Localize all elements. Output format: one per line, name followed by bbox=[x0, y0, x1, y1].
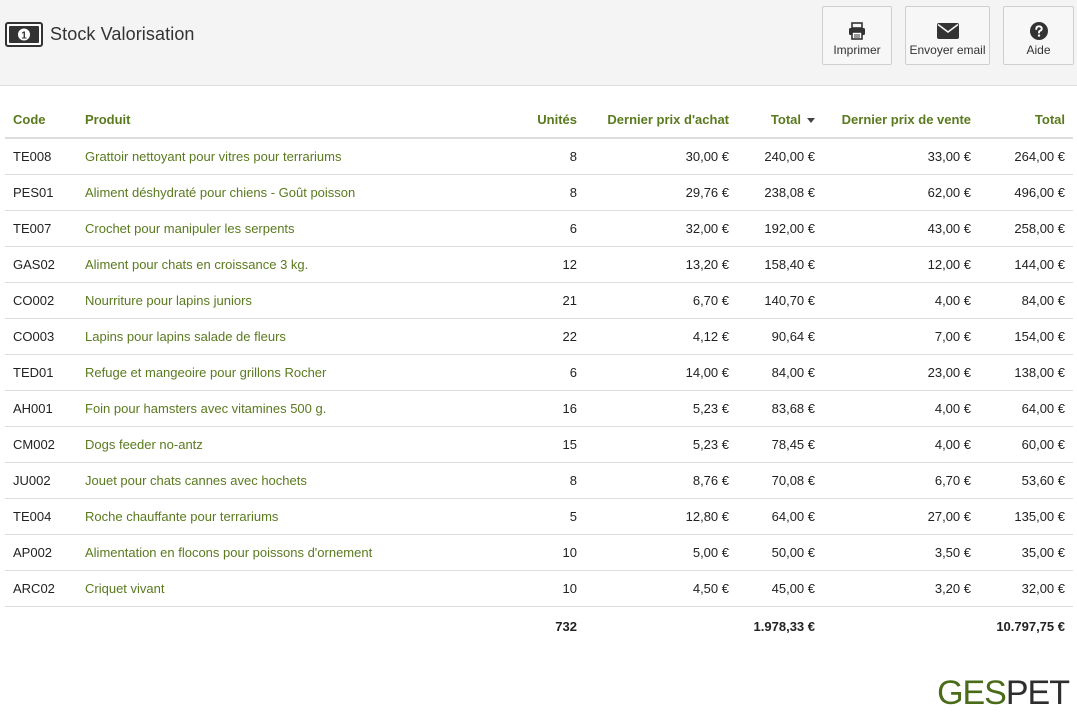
cell-total-purchase: 158,40 € bbox=[737, 247, 823, 283]
cell-total-purchase: 192,00 € bbox=[737, 211, 823, 247]
cell-last-purchase-price: 32,00 € bbox=[585, 211, 737, 247]
cell-product-link[interactable]: Nourriture pour lapins juniors bbox=[77, 283, 489, 319]
send-email-button[interactable] bbox=[905, 6, 990, 65]
cell-last-purchase-price: 13,20 € bbox=[585, 247, 737, 283]
cell-code: TE008 bbox=[5, 138, 77, 175]
cell-total-purchase: 83,68 € bbox=[737, 391, 823, 427]
help-button-label: Aide bbox=[1026, 43, 1051, 57]
cell-product-link[interactable]: Alimentation en flocons pour poissons d'ornement bbox=[77, 535, 489, 571]
printer-icon bbox=[848, 21, 866, 41]
cell-product-link[interactable]: Dogs feeder no-antz bbox=[77, 427, 489, 463]
cell-code: CO002 bbox=[5, 283, 77, 319]
print-button[interactable] bbox=[822, 6, 892, 65]
table-row bbox=[5, 138, 1073, 175]
cell-code: PES01 bbox=[5, 175, 77, 211]
table-row bbox=[5, 175, 1073, 211]
cell-units: 8 bbox=[489, 175, 585, 211]
cell-last-sale-price: 4,00 € bbox=[823, 427, 979, 463]
table-row bbox=[5, 283, 1073, 319]
cell-total-purchase: 238,08 € bbox=[737, 175, 823, 211]
cell-last-purchase-price: 5,00 € bbox=[585, 535, 737, 571]
cell-product-link[interactable]: Foin pour hamsters avec vitamines 500 g. bbox=[77, 391, 489, 427]
cell-product-link[interactable]: Crochet pour manipuler les serpents bbox=[77, 211, 489, 247]
cell-last-purchase-price: 6,70 € bbox=[585, 283, 737, 319]
cell-units: 22 bbox=[489, 319, 585, 355]
title-wrap bbox=[5, 22, 195, 47]
cell-units: 16 bbox=[489, 391, 585, 427]
cell-code: ARC02 bbox=[5, 571, 77, 607]
cell-units: 10 bbox=[489, 535, 585, 571]
cell-units: 8 bbox=[489, 138, 585, 175]
page-title: Stock Valorisation bbox=[50, 24, 195, 44]
cell-total-purchase: 90,64 € bbox=[737, 319, 823, 355]
cell-total-sale: 144,00 € bbox=[979, 247, 1073, 283]
cell-total-sale: 138,00 € bbox=[979, 355, 1073, 391]
cell-total-sale: 64,00 € bbox=[979, 391, 1073, 427]
cell-units: 8 bbox=[489, 463, 585, 499]
column-header-total-purchase[interactable]: Total bbox=[737, 101, 823, 138]
table-row bbox=[5, 355, 1073, 391]
cell-total-sale: 154,00 € bbox=[979, 319, 1073, 355]
cell-last-purchase-price: 4,12 € bbox=[585, 319, 737, 355]
column-header-total-sale[interactable]: Total bbox=[979, 101, 1073, 138]
cell-last-sale-price: 33,00 € bbox=[823, 138, 979, 175]
gespet-logo: GESPET bbox=[937, 674, 1069, 712]
cell-total-sale: 264,00 € bbox=[979, 138, 1073, 175]
column-header-last-purchase-price[interactable]: Dernier prix d'achat bbox=[585, 101, 737, 138]
cell-code: AP002 bbox=[5, 535, 77, 571]
cell-last-purchase-price: 30,00 € bbox=[585, 138, 737, 175]
cell-total-purchase: 84,00 € bbox=[737, 355, 823, 391]
cell-code: AH001 bbox=[5, 391, 77, 427]
table-row bbox=[5, 247, 1073, 283]
cell-last-sale-price: 3,20 € bbox=[823, 571, 979, 607]
cell-total-sale: 60,00 € bbox=[979, 427, 1073, 463]
cell-total-sale: 496,00 € bbox=[979, 175, 1073, 211]
cell-total-purchase: 50,00 € bbox=[737, 535, 823, 571]
cell-code: CO003 bbox=[5, 319, 77, 355]
cell-total-sale: 53,60 € bbox=[979, 463, 1073, 499]
svg-text:1: 1 bbox=[21, 30, 27, 42]
table-row bbox=[5, 391, 1073, 427]
table-row bbox=[5, 319, 1073, 355]
cell-product-link[interactable]: Roche chauffante pour terrariums bbox=[77, 499, 489, 535]
cell-total-sale: 135,00 € bbox=[979, 499, 1073, 535]
cell-last-sale-price: 27,00 € bbox=[823, 499, 979, 535]
cell-total-sale: 84,00 € bbox=[979, 283, 1073, 319]
money-bill-icon bbox=[5, 22, 43, 47]
envelope-icon bbox=[937, 21, 959, 41]
cell-last-sale-price: 43,00 € bbox=[823, 211, 979, 247]
cell-last-purchase-price: 5,23 € bbox=[585, 391, 737, 427]
cell-product-link[interactable]: Jouet pour chats cannes avec hochets bbox=[77, 463, 489, 499]
column-header-product[interactable]: Produit bbox=[77, 101, 489, 138]
cell-units: 6 bbox=[489, 355, 585, 391]
total-sale-value: 10.797,75 € bbox=[996, 618, 1065, 634]
cell-total-purchase: 240,00 € bbox=[737, 138, 823, 175]
cell-last-sale-price: 23,00 € bbox=[823, 355, 979, 391]
table-row bbox=[5, 427, 1073, 463]
cell-total-sale: 258,00 € bbox=[979, 211, 1073, 247]
cell-units: 5 bbox=[489, 499, 585, 535]
cell-last-purchase-price: 5,23 € bbox=[585, 427, 737, 463]
total-units: 732 bbox=[555, 618, 577, 634]
cell-total-sale: 35,00 € bbox=[979, 535, 1073, 571]
table-header-row bbox=[5, 101, 1073, 138]
cell-product-link[interactable]: Aliment déshydraté pour chiens - Goût poisson bbox=[77, 175, 489, 211]
table-row bbox=[5, 571, 1073, 607]
send-email-button-label: Envoyer email bbox=[909, 43, 986, 57]
cell-code: CM002 bbox=[5, 427, 77, 463]
stock-valuation-table bbox=[5, 101, 1073, 645]
cell-code: TED01 bbox=[5, 355, 77, 391]
cell-product-link[interactable]: Refuge et mangeoire pour grillons Rocher bbox=[77, 355, 489, 391]
cell-code: TE004 bbox=[5, 499, 77, 535]
table-row bbox=[5, 211, 1073, 247]
help-button[interactable] bbox=[1003, 6, 1074, 65]
cell-total-purchase: 64,00 € bbox=[737, 499, 823, 535]
cell-last-sale-price: 7,00 € bbox=[823, 319, 979, 355]
cell-code: GAS02 bbox=[5, 247, 77, 283]
page-header bbox=[0, 0, 1077, 86]
cell-last-sale-price: 62,00 € bbox=[823, 175, 979, 211]
cell-last-purchase-price: 8,76 € bbox=[585, 463, 737, 499]
cell-total-purchase: 78,45 € bbox=[737, 427, 823, 463]
table-row bbox=[5, 535, 1073, 571]
column-header-last-sale-price[interactable]: Dernier prix de vente bbox=[823, 101, 979, 138]
cell-code: TE007 bbox=[5, 211, 77, 247]
column-header-units[interactable]: Unités bbox=[489, 101, 585, 138]
total-purchase-value: 1.978,33 € bbox=[753, 618, 815, 634]
print-button-label: Imprimer bbox=[833, 43, 881, 57]
cell-units: 10 bbox=[489, 571, 585, 607]
question-circle-icon bbox=[1030, 21, 1048, 41]
cell-product-link[interactable]: Criquet vivant bbox=[77, 571, 489, 607]
cell-last-purchase-price: 4,50 € bbox=[585, 571, 737, 607]
table-row bbox=[5, 499, 1073, 535]
cell-total-purchase: 140,70 € bbox=[737, 283, 823, 319]
cell-last-purchase-price: 29,76 € bbox=[585, 175, 737, 211]
cell-units: 15 bbox=[489, 427, 585, 463]
cell-units: 21 bbox=[489, 283, 585, 319]
cell-last-sale-price: 4,00 € bbox=[823, 391, 979, 427]
cell-units: 12 bbox=[489, 247, 585, 283]
cell-product-link[interactable]: Grattoir nettoyant pour vitres pour terrariums bbox=[77, 138, 489, 175]
cell-total-purchase: 45,00 € bbox=[737, 571, 823, 607]
cell-last-sale-price: 12,00 € bbox=[823, 247, 979, 283]
cell-last-sale-price: 6,70 € bbox=[823, 463, 979, 499]
cell-last-sale-price: 4,00 € bbox=[823, 283, 979, 319]
cell-total-sale: 32,00 € bbox=[979, 571, 1073, 607]
cell-total-purchase: 70,08 € bbox=[737, 463, 823, 499]
column-header-code[interactable]: Code bbox=[5, 101, 77, 138]
totals-row bbox=[5, 607, 1073, 646]
cell-last-purchase-price: 12,80 € bbox=[585, 499, 737, 535]
cell-last-purchase-price: 14,00 € bbox=[585, 355, 737, 391]
cell-last-sale-price: 3,50 € bbox=[823, 535, 979, 571]
cell-product-link[interactable]: Aliment pour chats en croissance 3 kg. bbox=[77, 247, 489, 283]
cell-units: 6 bbox=[489, 211, 585, 247]
cell-code: JU002 bbox=[5, 463, 77, 499]
cell-product-link[interactable]: Lapins pour lapins salade de fleurs bbox=[77, 319, 489, 355]
table-row bbox=[5, 463, 1073, 499]
sort-desc-icon bbox=[807, 118, 815, 123]
